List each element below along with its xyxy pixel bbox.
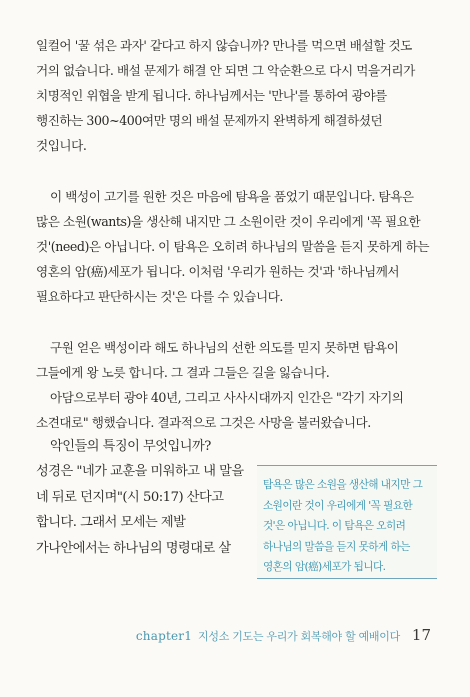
body-paragraph-2: 이 백성이 고기를 원한 것은 마음에 탐욕을 품었기 때문입니다. 탐욕은 많은 소원(wants)을 생산해 내지만 그 소원이란 것이 우리에게 '꼭 필요한 것'(need)은 아닙니다. 이 탐욕은 오히려 하나님의 말씀을 듣지 못하게 하는 영혼의 암(癌)세포가 됩니다. 이처럼 '우리가 원하는 것'과 '하나님께서 필요하다고 판단하시는 것'은 다를 수 있습니다. <box>36 189 430 304</box>
chapter-label: chapter1 <box>135 629 193 643</box>
pull-quote-box <box>257 465 437 579</box>
body-paragraph-1: 일컬어 '꿀 섞은 과자' 같다고 하지 않습니까? 만나를 먹으면 배설할 것도 거의 없습니다. 배설 문제가 해결 안 되면 그 악순환으로 다시 먹을거리가 치명적인 위협을 받게 됩니다. 하나님께서는 '만나'를 통하여 광야를 행진하는 300~400여만 명의 배설 문제까지 완벽하게 해결하셨던 것입니다. <box>36 38 415 153</box>
body-paragraph-3: 구원 얻은 백성이라 해도 하나님의 선한 의도를 믿지 못하면 탐욕이 그들에게 왕 노릇 합니다. 그 결과 그들은 길을 잃습니다. <box>36 340 399 380</box>
chapter-title: 지성소 기도는 우리가 회복해야 할 예배이다 <box>198 630 400 643</box>
body-paragraph-5-first-line: 악인들의 특징이 무엇입니까? <box>50 439 211 454</box>
page-footer <box>136 626 431 644</box>
body-paragraph-5: 성경은 "네가 교훈을 미워하고 내 말을 네 뒤로 던지며"(시 50:17) 산다고 합니다. 그래서 모세는 제발 가나안에서는 하나님의 명령대로 살 <box>36 464 244 556</box>
pull-quote-text: 탐욕은 많은 소원을 생산해 내지만 그 소원이란 것이 우리에게 '꼭 필요한 것'은 아닙니다. 이 탐욕은 오히려 하나님의 말씀을 듣지 못하게 하는 영혼의 암(癌)세포가 됩니다. <box>263 479 423 573</box>
page-number: 17 <box>411 626 431 644</box>
body-paragraph-4: 아담으로부터 광야 40년, 그리고 사사시대까지 인간은 "각기 자기의 소견대로" 행했습니다. 결과적으로 그것은 사망을 불러왔습니다. <box>36 390 404 430</box>
